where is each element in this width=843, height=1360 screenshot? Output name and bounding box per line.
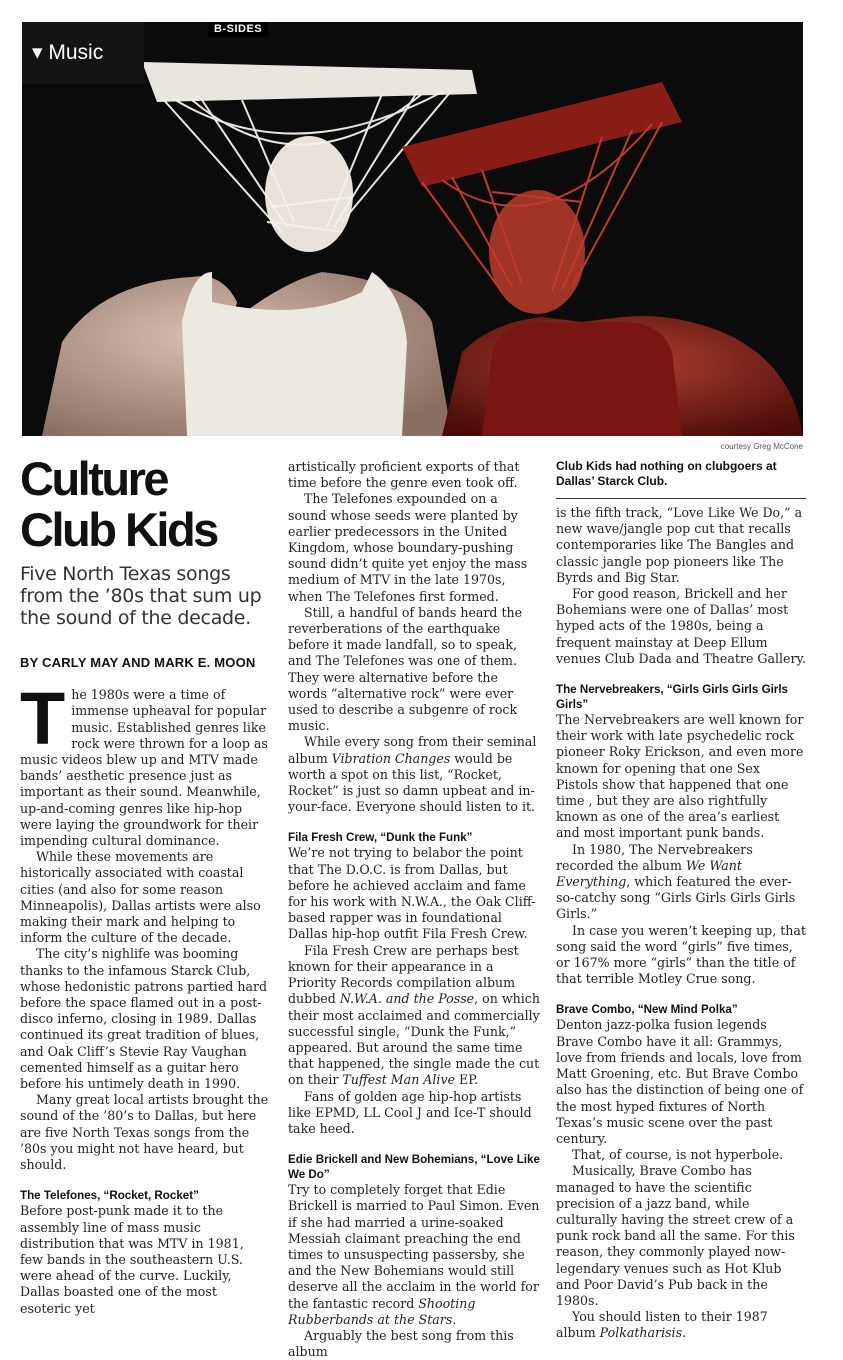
album-title: Vibration Changes <box>331 750 451 766</box>
album-title: Shooting Rubberbands at the Stars <box>288 1295 476 1327</box>
column-3 <box>556 459 806 1342</box>
album-title: Tuffest Man Alive <box>342 1072 456 1088</box>
paragraph: Arguably the best song from this album <box>288 1327 514 1360</box>
paragraph: Fans of golden age hip-hop artists like EPMD, LL Cool J and Ice-T should take heed. <box>288 1088 532 1136</box>
paragraph: Before post-punk made it to the assembly line of mass music distribution that was MTV in 1981, few bands in the southeastern U.S. were ahead of the curve. Luckily, Dallas boasted one of the most esoteric yet <box>20 1203 244 1316</box>
paragraph: The city’s nighlife was booming thanks to the infamous Starck Club, whose hedonistic patrons partied hard before the space flamed out in a post-disco inferno, closing in 1989. Dallas continued its great tradition of blues, and Oak Cliff’s Stevie Ray Vaughan cemented himself as a guitar hero before his untimely death in 1990. <box>20 946 268 1092</box>
paragraph: Try to completely forget that Edie Brickell is married to Paul Simon. Even if she had married a urine-soaked Messiah claimant preaching the end times to unsuspecting passersby, she and the New Bohemians would still deserve all the acclaim in the world for the fantastic record Shooting Rubberbands at the Stars. <box>288 1182 540 1327</box>
hero-photo <box>22 22 803 436</box>
article-body-start <box>20 677 270 849</box>
section-tag[interactable]: ▾ Music <box>22 22 144 84</box>
subhead-telefones: The Telefones, “Rocket, Rocket” <box>20 1189 199 1203</box>
subhead-fila-fresh-crew: Fila Fresh Crew, “Dunk the Funk” <box>288 831 473 845</box>
paragraph: Many great local artists brought the sound of the ’80’s to Dallas, but here are five North Texas songs from the ’80s you might not have heard, but should. <box>20 1092 269 1173</box>
subhead-nervebreakers: The Nervebreakers, “Girls Girls Girls Girls Girls” <box>556 683 788 712</box>
column-1 <box>20 453 270 1317</box>
series-label: B-SIDES <box>208 22 268 37</box>
paragraph: Denton jazz-polka fusion legends Brave Combo have it all: Grammys, love from friends and locals, love from Matt Groening, etc. But Brave Combo also has the distinction of being one of the most hyped fixtures of North Texas’s music scene over the past century. <box>556 1017 804 1146</box>
paragraph: While these movements are historically associated with coastal cities (and also for some reason Minneapolis), Dallas artists were also making their mark and helping to inform the culture of the decade. <box>20 849 261 946</box>
album-title: We Want Everything <box>556 857 742 890</box>
headline-line-1: Culture <box>20 452 167 505</box>
paragraph: Fila Fresh Crew are perhaps best known for their appearance in a Priority Records compilation album dubbed N.W.A. and the Posse, on which their most acclaimed and commercially successful single, “Dunk the Funk,” appeared. But around the same time that happened, the single made the cut on their Tuffest Man Alive EP. <box>288 942 540 1088</box>
paragraph: The Nervebreakers are well known for their work with late psychedelic rock pioneer Roky Erickson, and even more known for opening that one Sex Pistols show that happened that one time , but they are also rightfully known as one of the area’s earliest and most important punk bands. <box>556 712 804 841</box>
paragraph: That, of course, is not hyperbole. <box>572 1147 784 1163</box>
paragraph: For good reason, Brickell and her Bohemians were one of Dallas’ most hyped acts of the 1980s, being a frequent mainstay at Deep Ellum venues Club Dada and Theatre Gallery. <box>556 586 806 666</box>
paragraph: We’re not trying to belabor the point that The D.O.C. is from Dallas, but before he achieved acclaim and fame for his work with N.W.A., the Oak Cliff-based rapper was in foundational Dallas hip-hop outfit Fila Fresh Crew. <box>288 845 536 942</box>
photo-illustration <box>22 22 803 436</box>
subhead-edie-brickell: Edie Brickell and New Bohemians, “Love Like We Do” <box>288 1153 540 1182</box>
headline <box>20 453 270 555</box>
column-2 <box>288 459 540 1360</box>
album-title: N.W.A. and the Posse <box>339 991 475 1007</box>
byline: BY CARLY MAY AND MARK E. MOON <box>20 655 256 670</box>
paragraph: is the fifth track, “Love Like We Do,” a new wave/jangle pop cut that recalls contemporaries like The Bangles and classic jangle pop pioneers like The Byrds and Big Star. <box>556 505 803 585</box>
paragraph: In 1980, The Nervebreakers recorded the album We Want Everything, which featured the ever-so-catchy song “Girls Girls Girls Girls Girls.” <box>556 841 796 922</box>
headline-line-2: Club Kids <box>20 503 217 556</box>
paragraph: The Telefones expounded on a sound whose seeds were planted by earlier predecessors in the United Kingdom, whose boundary-pushing sound didn’t quite yet enjoy the mass medium of MTV in the late 1970s, when The Telefones first formed. <box>288 491 528 604</box>
subhead-brave-combo: Brave Combo, “New Mind Polka” <box>556 1003 738 1017</box>
paragraph: In case you weren’t keeping up, that song said the word “girls” five times, or 167% more “girls” than the title of that terrible Motley Crue song. <box>556 922 806 987</box>
photo-credit: courtesy Greg McCone <box>720 442 803 451</box>
drop-cap: T <box>20 677 66 761</box>
paragraph: Musically, Brave Combo has managed to have the scientific precision of a jazz band, while culturally having the street crew of a punk rock band all the same. For this reason, they commonly played now-legendary venues such as Hot Klub and Poor David’s Pub back in the 1980s. <box>556 1163 795 1308</box>
paragraph: artistically proficient exports of that time before the genre even took off. <box>288 459 520 491</box>
paragraph: While every song from their seminal album Vibration Changes would be worth a spot on this list, “Rocket, Rocket” is just so damn upbeat and in-your-face. Everyone should listen to it. <box>288 734 537 815</box>
pull-quote: Club Kids had nothing on clubgoers at Dallas’ Starck Club. <box>556 459 806 499</box>
paragraph: Still, a handful of bands heard the reverberations of the earthquake before it made landfall, so to speak, and The Telefones was one of them. They were alternative before the words “alternative rock” were ever used to describe a subgenre of rock music. <box>288 604 523 734</box>
dek: Five North Texas songs from the ’80s that sum up the sound of the decade. <box>20 563 262 629</box>
paragraph: You should listen to their 1987 album Polkatharisis. <box>556 1309 768 1341</box>
paragraph: he 1980s were a time of immense upheaval for popular music. Established genres like rock were thrown for a loop as music videos blew up and MTV made bands’ aesthetic presence just as important as their sound. Meanwhile, up-and-coming genres like hip-hop were laying the groundwork for their impending cultural dominance. <box>20 687 268 849</box>
album-title: Polkatharisis <box>599 1325 683 1341</box>
